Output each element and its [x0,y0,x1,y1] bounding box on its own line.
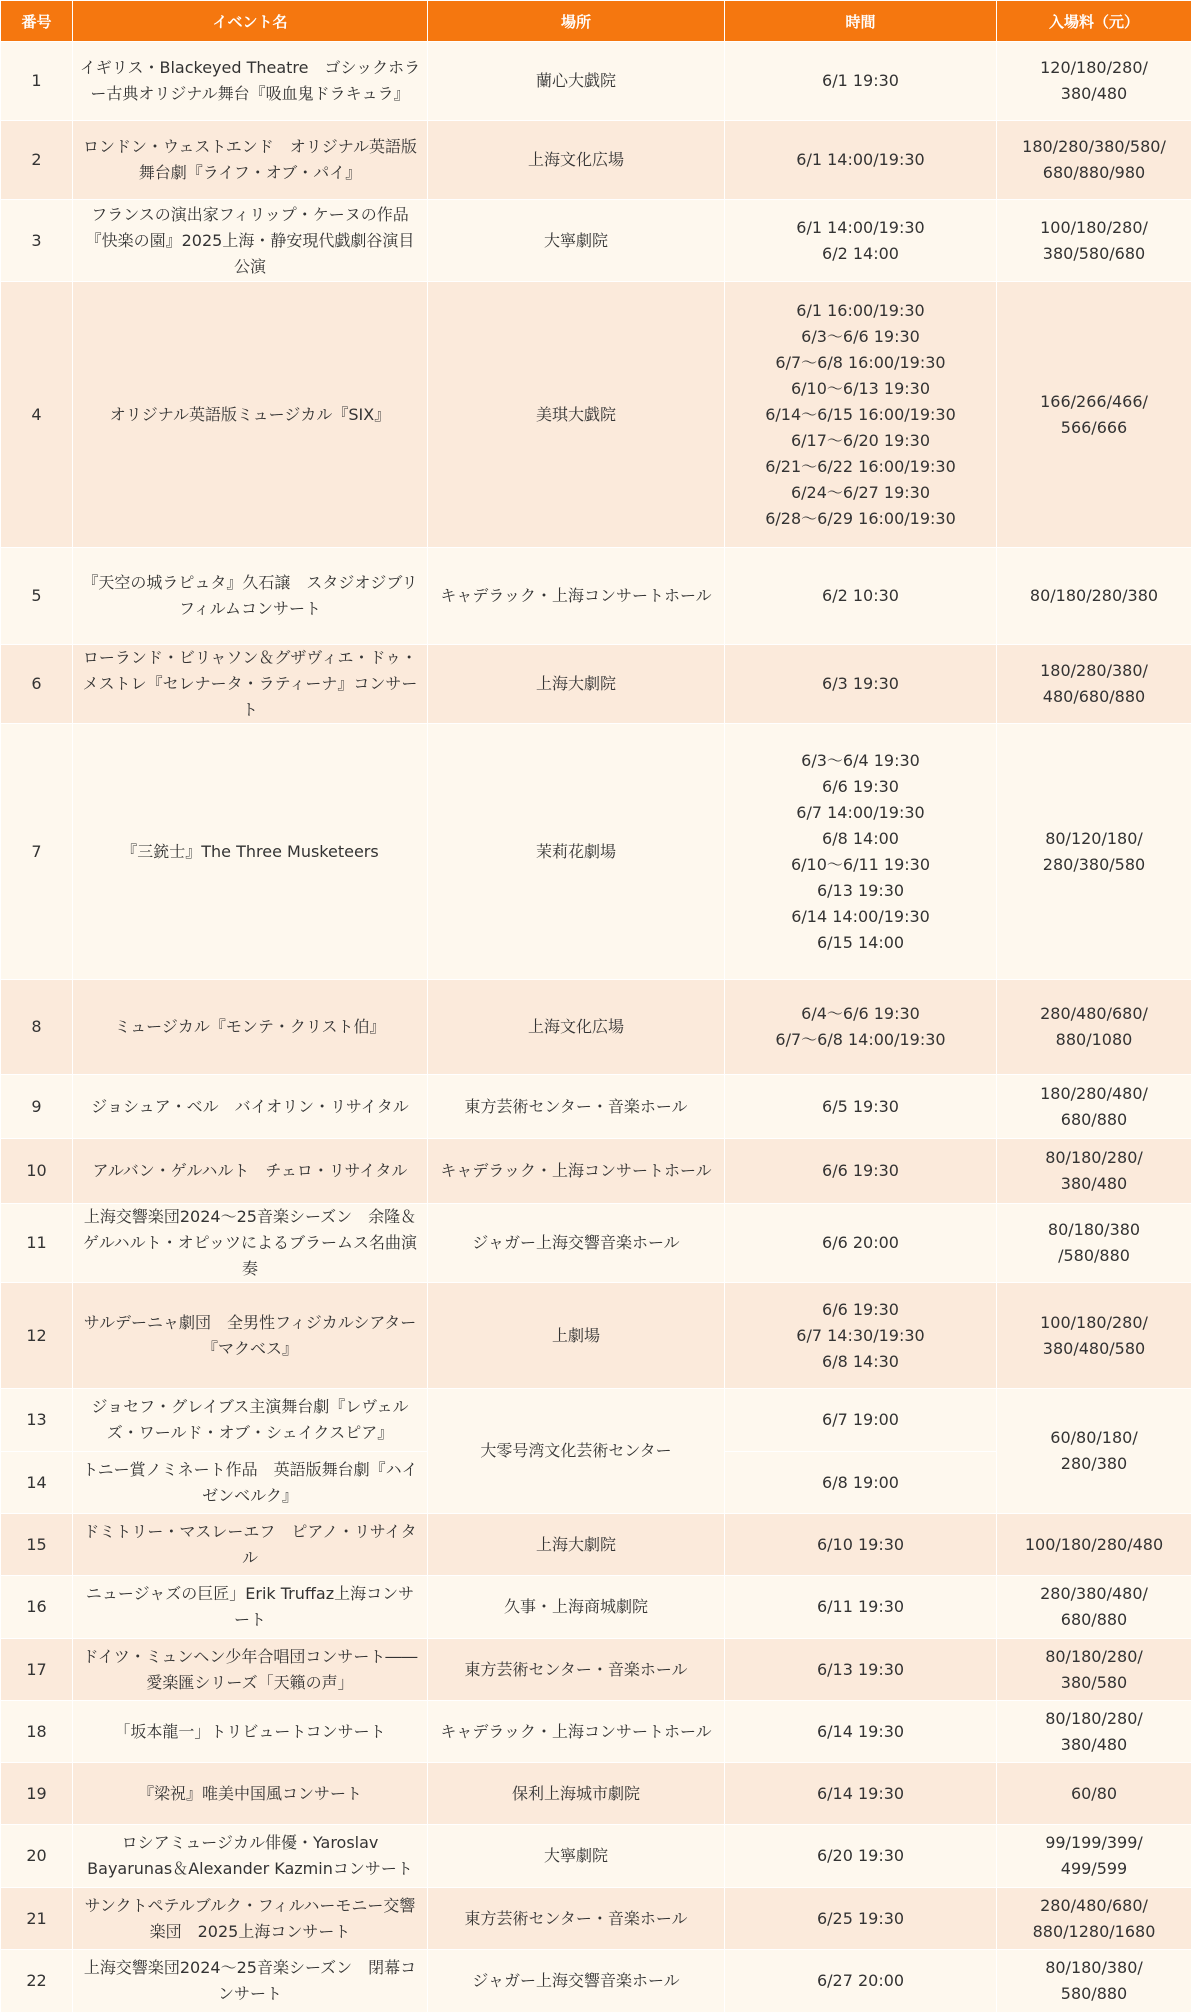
cell-time: 6/27 20:00 [725,1950,997,2013]
cell-event-name: ジョセフ・グレイブス主演舞台劇『レヴェルズ・ワールド・オブ・シェイクスピア』 [73,1389,428,1452]
cell-price: 80/180/380/ 580/880 [997,1950,1191,2013]
cell-number: 21 [1,1888,73,1950]
cell-venue: 東方芸術センター・音楽ホール [428,1888,725,1950]
cell-number: 12 [1,1283,73,1389]
cell-price: 99/199/399/ 499/599 [997,1825,1191,1888]
cell-venue: 大寧劇院 [428,1825,725,1888]
cell-venue: 上海大劇院 [428,645,725,724]
cell-event-name: ドミトリー・マスレーエフ ピアノ・リサイタル [73,1514,428,1576]
table-row [1,1763,1191,1825]
cell-event-name: アルバン・ゲルハルト チェロ・リサイタル [73,1139,428,1204]
cell-time: 6/3 19:30 [725,645,997,724]
cell-price: 80/180/280/ 380/580 [997,1639,1191,1701]
cell-time: 6/2 10:30 [725,548,997,645]
cell-venue: 久事・上海商城劇院 [428,1576,725,1639]
cell-time: 6/13 19:30 [725,1639,997,1701]
header-event-name: イベント名 [73,1,428,42]
cell-venue: 保利上海城市劇院 [428,1763,725,1825]
cell-price: 280/480/680/ 880/1080 [997,980,1191,1075]
cell-price: 80/180/380 /580/880 [997,1204,1191,1283]
cell-price: 60/80/180/ 280/380 [997,1389,1191,1514]
cell-price: 120/180/280/ 380/480 [997,42,1191,121]
cell-number: 1 [1,42,73,121]
cell-event-name: 『三銃士』The Three Musketeers [73,724,428,980]
cell-price: 180/280/480/ 680/880 [997,1075,1191,1139]
cell-price: 80/180/280/ 380/480 [997,1701,1191,1763]
table-row [1,282,1191,548]
cell-venue: 上海文化広場 [428,980,725,1075]
cell-venue: 上海大劇院 [428,1514,725,1576]
table-row [1,121,1191,200]
cell-time: 6/6 19:30 6/7 14:30/19:30 6/8 14:30 [725,1283,997,1389]
cell-price: 100/180/280/ 380/580/680 [997,200,1191,282]
cell-venue: ジャガー上海交響音楽ホール [428,1950,725,2013]
cell-number: 7 [1,724,73,980]
table-row [1,1888,1191,1950]
table-row [1,1204,1191,1283]
cell-price: 280/480/680/ 880/1280/1680 [997,1888,1191,1950]
table-row [1,1639,1191,1701]
cell-time: 6/7 19:00 [725,1389,997,1452]
cell-number: 20 [1,1825,73,1888]
cell-venue: 大零号湾文化芸術センター [428,1389,725,1514]
cell-time: 6/3～6/4 19:30 6/6 19:30 6/7 14:00/19:30 6/8 14:00 6/10～6/11 19:30 6/13 19:30 6/14 14:00/19:30 6/15 14:00 [725,724,997,980]
cell-price: 80/180/280/380 [997,548,1191,645]
table-row [1,1950,1191,2013]
cell-venue: 蘭心大戯院 [428,42,725,121]
table-row [1,1283,1191,1389]
cell-price: 60/80 [997,1763,1191,1825]
cell-time: 6/5 19:30 [725,1075,997,1139]
cell-number: 13 [1,1389,73,1452]
cell-price: 100/180/280/ 380/480/580 [997,1283,1191,1389]
table-row [1,645,1191,724]
cell-number: 17 [1,1639,73,1701]
cell-number: 18 [1,1701,73,1763]
table-row [1,1389,1191,1452]
cell-number: 6 [1,645,73,724]
cell-price: 80/180/280/ 380/480 [997,1139,1191,1204]
cell-time: 6/8 19:00 [725,1452,997,1514]
cell-venue: キャデラック・上海コンサートホール [428,1139,725,1204]
cell-time: 6/1 16:00/19:30 6/3～6/6 19:30 6/7～6/8 16:00/19:30 6/10～6/13 19:30 6/14～6/15 16:00/19:30 6/17～6/20 19:30 6/21～6/22 16:00/19:30 6/24～6/27 19:30 6/28～6/29 16:00/19:30 [725,282,997,548]
cell-number: 8 [1,980,73,1075]
cell-event-name: 上海交響楽団2024～25音楽シーズン 余隆＆ゲルハルト・オピッツによるブラームス名曲演奏 [73,1204,428,1283]
cell-time: 6/20 19:30 [725,1825,997,1888]
cell-event-name: ロシアミュージカル俳優・Yaroslav Bayarunas＆Alexander Kazminコンサート [73,1825,428,1888]
table-row [1,1825,1191,1888]
table-row [1,42,1191,121]
cell-time: 6/10 19:30 [725,1514,997,1576]
cell-event-name: ミュージカル『モンテ・クリスト伯』 [73,980,428,1075]
cell-venue: 東方芸術センター・音楽ホール [428,1639,725,1701]
table-row [1,1139,1191,1204]
cell-price: 80/120/180/ 280/380/580 [997,724,1191,980]
cell-time: 6/6 19:30 [725,1139,997,1204]
cell-number: 3 [1,200,73,282]
cell-event-name: トニー賞ノミネート作品 英語版舞台劇『ハイゼンベルク』 [73,1452,428,1514]
cell-event-name: イギリス・Blackeyed Theatre ゴシックホラー古典オリジナル舞台『吸血鬼ドラキュラ』 [73,42,428,121]
table-row [1,1576,1191,1639]
cell-time: 6/6 20:00 [725,1204,997,1283]
table-row [1,1075,1191,1139]
table-row [1,200,1191,282]
cell-venue: ジャガー上海交響音楽ホール [428,1204,725,1283]
cell-number: 4 [1,282,73,548]
cell-number: 14 [1,1452,73,1514]
cell-time: 6/25 19:30 [725,1888,997,1950]
cell-event-name: ドイツ・ミュンヘン少年合唱団コンサート――愛楽匯シリーズ「天籟の声」 [73,1639,428,1701]
cell-venue: 茉莉花劇場 [428,724,725,980]
cell-event-name: ローランド・ビリャソン＆グザヴィエ・ドゥ・メストレ『セレナータ・ラティーナ』コンサート [73,645,428,724]
cell-time: 6/14 19:30 [725,1763,997,1825]
cell-price: 100/180/280/480 [997,1514,1191,1576]
table-row [1,548,1191,645]
cell-venue: 東方芸術センター・音楽ホール [428,1075,725,1139]
cell-number: 22 [1,1950,73,2013]
table-row [1,1701,1191,1763]
header-row [1,1,1191,42]
cell-time: 6/1 19:30 [725,42,997,121]
cell-number: 9 [1,1075,73,1139]
cell-event-name: ニュージャズの巨匠」Erik Truffaz上海コンサート [73,1576,428,1639]
table-row [1,1514,1191,1576]
header-number: 番号 [1,1,73,42]
cell-time: 6/4～6/6 19:30 6/7～6/8 14:00/19:30 [725,980,997,1075]
cell-price: 166/266/466/ 566/666 [997,282,1191,548]
cell-event-name: サンクトペテルブルク・フィルハーモニー交響楽団 2025上海コンサート [73,1888,428,1950]
cell-event-name: サルデーニャ劇団 全男性フィジカルシアター『マクベス』 [73,1283,428,1389]
cell-time: 6/11 19:30 [725,1576,997,1639]
cell-venue: 上海文化広場 [428,121,725,200]
cell-number: 15 [1,1514,73,1576]
table-row [1,980,1191,1075]
cell-number: 10 [1,1139,73,1204]
table-row [1,724,1191,980]
cell-price: 280/380/480/ 680/880 [997,1576,1191,1639]
cell-number: 16 [1,1576,73,1639]
cell-number: 2 [1,121,73,200]
cell-time: 6/1 14:00/19:30 [725,121,997,200]
cell-venue: 美琪大戯院 [428,282,725,548]
cell-event-name: フランスの演出家フィリップ・ケーヌの作品『快楽の園』2025上海・静安現代戯劇谷演目公演 [73,200,428,282]
header-time: 時間 [725,1,997,42]
cell-event-name: 「坂本龍一」トリビュートコンサート [73,1701,428,1763]
cell-number: 5 [1,548,73,645]
cell-venue: 大寧劇院 [428,200,725,282]
cell-time: 6/1 14:00/19:30 6/2 14:00 [725,200,997,282]
cell-venue: 上劇場 [428,1283,725,1389]
cell-event-name: ジョシュア・ベル バイオリン・リサイタル [73,1075,428,1139]
cell-price: 180/280/380/580/ 680/880/980 [997,121,1191,200]
cell-event-name: ロンドン・ウェストエンド オリジナル英語版舞台劇『ライフ・オブ・パイ』 [73,121,428,200]
cell-event-name: 『梁祝』唯美中国風コンサート [73,1763,428,1825]
cell-price: 180/280/380/ 480/680/880 [997,645,1191,724]
cell-event-name: 上海交響楽団2024～25音楽シーズン 閉幕コンサート [73,1950,428,2013]
cell-number: 11 [1,1204,73,1283]
cell-time: 6/14 19:30 [725,1701,997,1763]
cell-event-name: 『天空の城ラピュタ』久石譲 スタジオジブリフィルムコンサート [73,548,428,645]
header-venue: 場所 [428,1,725,42]
header-price: 入場料（元） [997,1,1191,42]
cell-event-name: オリジナル英語版ミュージカル『SIX』 [73,282,428,548]
cell-venue: キャデラック・上海コンサートホール [428,1701,725,1763]
cell-number: 19 [1,1763,73,1825]
cell-venue: キャデラック・上海コンサートホール [428,548,725,645]
